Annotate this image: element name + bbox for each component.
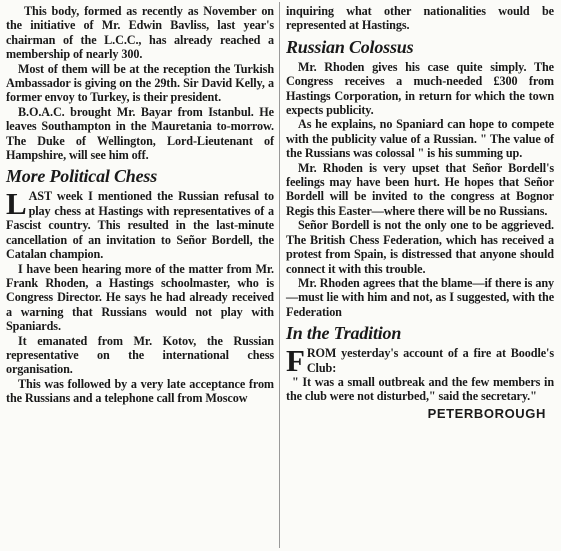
quote-paragraph: " It was a small outbreak and the few members in the club were not disturbed," said the secretary." (286, 374, 554, 404)
byline-signature: PETERBOROUGH (427, 405, 546, 421)
left-column (6, 4, 274, 406)
heading-in-the-tradition: In the Tradition (286, 323, 402, 344)
right-column (286, 4, 554, 421)
heading-russian-colossus: Russian Colossus (286, 36, 414, 57)
article-paragraph: This was followed by a very late acceptance from the Russians and a telephone call from Moscow (6, 376, 274, 406)
article-paragraph: It emanated from Mr. Kotov, the Russian representative on the international chess organisation. (6, 333, 274, 377)
article-paragraph: Mr. Rhoden agrees that the blame—if there is any—must lie with him and not, as I suggested, with the Federation (286, 275, 554, 319)
tradition-first-paragraph (286, 343, 554, 379)
first-paragraph-text: AST week I mentioned the Russian refusal to play chess at Hastings with representatives of a Fascist country. This resulted in the last-minute cancellation of an invitation to Señor Bordell, the Catalan champion. (6, 189, 274, 262)
drop-cap: F (286, 343, 305, 379)
tradition-first-text: ROM yesterday's account of a fire at Boodle's Club: (306, 346, 554, 375)
intro-paragraph: This body, formed as recently as November on the initiative of Mr. Edwin Bavliss, last year's chairman of the L.C.C., has already reached a membership of nearly 300. (6, 4, 274, 62)
intro-paragraph: B.O.A.C. brought Mr. Bayar from Istanbul. He leaves Southampton in the Mauretania to-morrow. The Duke of Wellington, Lord-Lieutenant of Hampshire, will see him off. (6, 104, 274, 163)
article-paragraph: Mr. Rhoden is very upset that Señor Bordell's feelings may have been hurt. He hopes that Señor Bordell will be invited to the congress at Bognor Regis this Easter—where there will be no Russians. (286, 160, 554, 218)
heading-more-political-chess: More Political Chess (6, 166, 158, 187)
continuation-paragraph: inquiring what other nationalities would be represented at Hastings. (286, 4, 554, 33)
article-paragraph: Mr. Rhoden gives his case quite simply. The Congress receives a much-needed £300 from Hastings Corporation, in return for which the town expects publicity. (286, 59, 554, 118)
article-first-paragraph (6, 186, 274, 262)
article-paragraph: I have been hearing more of the matter from Mr. Frank Rhoden, a Hastings schoolmaster, who is Congress Director. He says he had already received a warning that Russians would not play with Spaniards. (6, 261, 274, 334)
article-paragraph: As he explains, no Spaniard can hope to compete with the publicity value of a Russian. " The value of the Russians was colossal " is his summing up. (286, 117, 554, 161)
intro-paragraph: Most of them will be at the reception the Turkish Ambassador is giving on the 29th. Sir David Kelly, a former envoy to Turkey, is their president. (6, 61, 274, 105)
article-paragraph: Señor Bordell is not the only one to be aggrieved. The British Chess Federation, which has received a protest from Spain, is distressed that anyone should connect it with this trouble. (286, 218, 554, 276)
column-divider (279, 2, 280, 548)
drop-cap: L (6, 186, 27, 222)
